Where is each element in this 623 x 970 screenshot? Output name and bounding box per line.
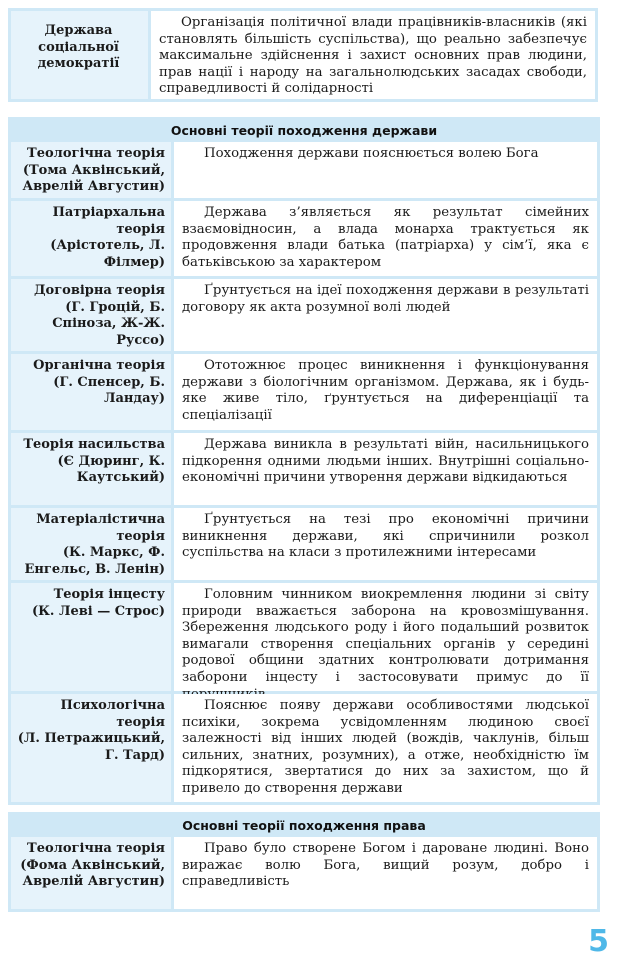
theory-description: Держава виникла в результаті війн, насильницького підкорення одними людьми інших. Внутрішні соціально-економічні причини утворення держави відкидаються — [174, 433, 597, 505]
theory-name: Договірна теорія — [33, 283, 165, 298]
theory-description: Ґрунтується на ідеї походження держави в результаті договору як акта розумної волі людей — [174, 279, 597, 351]
theory-name-cell — [11, 142, 171, 198]
theory-name: Теологічна теорія — [27, 146, 165, 161]
table-row — [11, 433, 597, 505]
theory-name: Матеріалістична теорія — [36, 512, 165, 544]
theory-authors: (Тома Аквінський, Аврелій Августин) — [22, 162, 165, 195]
table-row — [11, 201, 597, 276]
theory-name-cell — [11, 433, 171, 505]
section-title: Основні теорії походження права — [182, 818, 426, 833]
theory-description: Ґрунтується на тезі про економічні причини виникнення держави, які спричинили розкол суспільства на класи з протилежними інтересами — [174, 508, 597, 580]
theory-name: Органічна теорія — [33, 358, 165, 373]
theory-description: Ототожнює процес виникнення і функціонування держави з біологічним організмом. Держава, як і будь-яке живе тіло, ґрунтується на диференціації та спеціалізації — [174, 354, 597, 430]
theory-authors: (Г. Гроцій, Б. Спіноза, Ж-Ж. Руссо) — [52, 299, 165, 348]
theory-name: Патріархальна теорія — [52, 205, 165, 237]
theory-name-cell — [11, 583, 171, 691]
theory-authors: (Є Дюринг, К. Каутський) — [57, 453, 165, 486]
table-row — [11, 142, 597, 198]
theory-name-cell — [11, 201, 171, 276]
theory-authors: (Л. Петражицький, Г. Тард) — [17, 731, 165, 763]
page-number: 5 — [588, 924, 609, 959]
theory-name: Теологічна теорія — [27, 841, 165, 856]
theory-authors: (Фома Аквінський, Аврелій Августин) — [20, 857, 165, 890]
table-row — [11, 583, 597, 691]
law-theories-table — [8, 812, 600, 912]
state-theories-table — [8, 117, 600, 805]
theory-description: Пояснює появу держави особливостями людської психіки, зокрема усвідомленням людиною своєї залежності від інших людей (вождів, чаклунів, більш сильних, знатних, розумних), а отже, необхідністю їм підкорятися, звертатися до них за захистом, що й привело до створення держави — [174, 694, 597, 802]
theory-name: Психологічна теорія — [60, 698, 165, 730]
theory-name-cell — [11, 694, 171, 802]
table-row — [11, 11, 595, 99]
section-title: Основні теорії походження держави — [170, 123, 438, 138]
social-democracy-block — [8, 8, 598, 102]
theory-authors: (К. Маркс, Ф. Енгельс, В. Ленін) — [24, 545, 165, 577]
theory-description: Походження держави пояснюється волею Бога — [174, 142, 597, 198]
table-row — [11, 354, 597, 430]
theory-name: Теорія насильства — [23, 437, 165, 452]
term-cell — [11, 11, 148, 99]
theory-description: Держава з’являється як результат сімейних взаємовідносин, а влада монарха трактується як продовження влади батька (патріарха) у сім’ї, яка є батьківською за характером — [174, 201, 597, 276]
table-row — [11, 694, 597, 802]
theory-name-cell — [11, 508, 171, 580]
theory-authors: (Арістотель, Л. Філмер) — [50, 238, 165, 270]
theory-authors: (Г. Спенсер, Б. Ландау) — [53, 374, 165, 407]
table-row — [11, 508, 597, 580]
theory-authors: (К. Леві — Строс) — [31, 603, 165, 619]
table-row — [11, 279, 597, 351]
theory-description: Право було створене Богом і дароване людині. Воно виражає волю Бога, вищий розум, добро і справедливість — [174, 837, 597, 909]
term-label: Держава соціальної демократії — [37, 23, 120, 72]
theory-name-cell — [11, 279, 171, 351]
definition-cell: Організація політичної влади працівників-власників (які становлять більшість суспільства), що реально забезпечує максимальне здійснення і захист основних прав людини, прав нації і народу на загальнолюдських засадах свободи, справедливості й солідарності — [151, 11, 595, 99]
theory-name-cell — [11, 837, 171, 909]
theory-description: Головним чинником виокремлення людини зі світу природи вважається заборона на кровозмішування. Збереження людського роду і його подальший розвиток вимагали створення спеціальних органів у середині родової общини здатних контролювати дотримання заборони інцесту і застосовувати примус до її — [174, 583, 597, 691]
theory-name: Теорія інцесту — [53, 587, 165, 602]
table-row — [11, 837, 597, 909]
theory-name-cell — [11, 354, 171, 430]
